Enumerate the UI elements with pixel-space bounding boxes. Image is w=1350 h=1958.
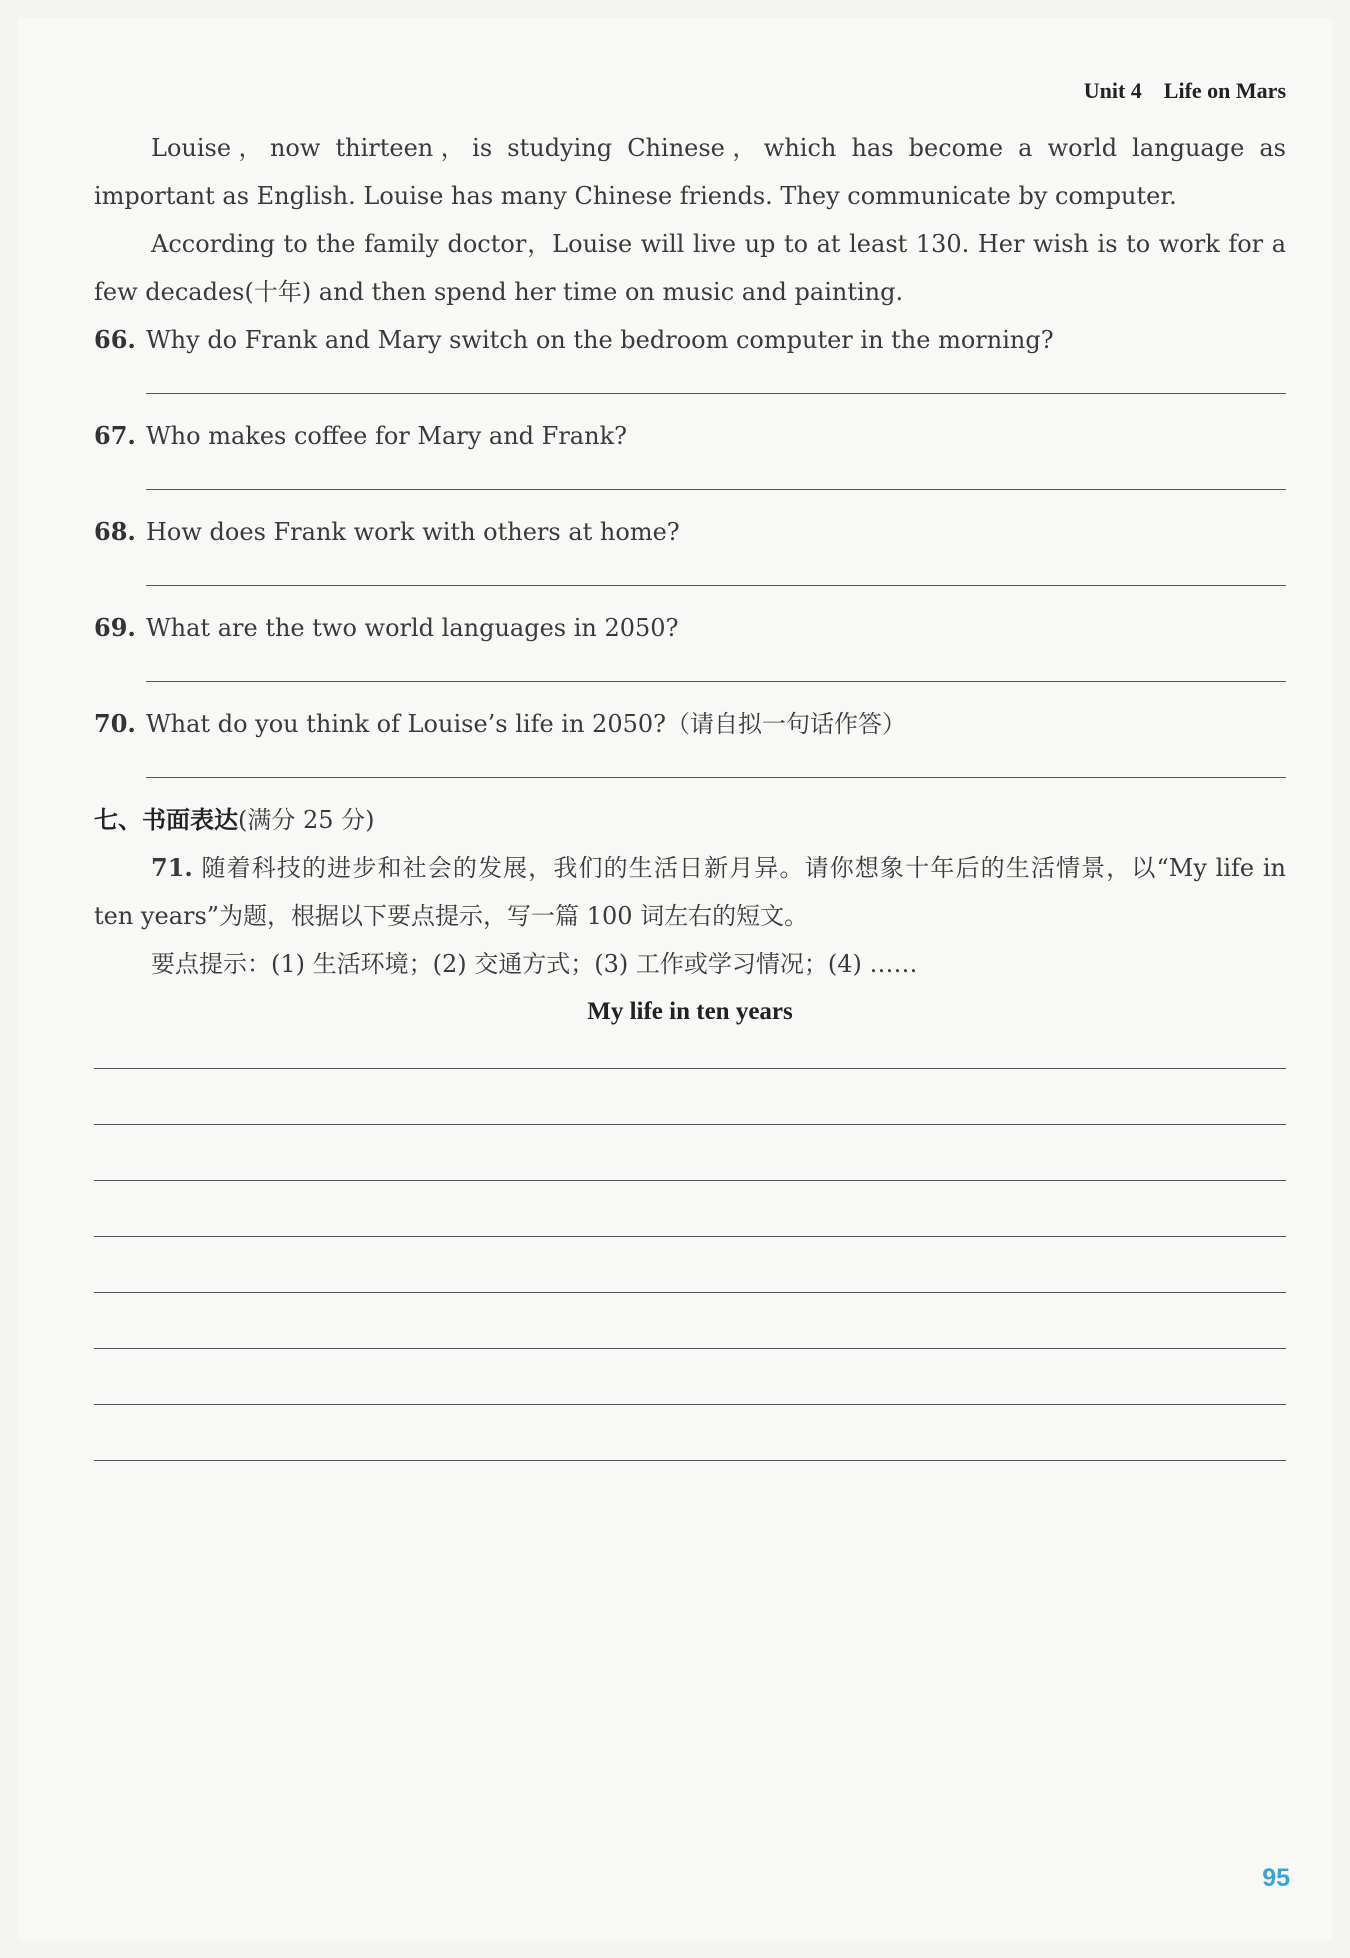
task-number: 71. xyxy=(151,853,193,882)
writing-line[interactable] xyxy=(94,1405,1286,1461)
question-text: Who makes coffee for Mary and Frank? xyxy=(146,422,627,450)
answer-line[interactable] xyxy=(146,393,1286,394)
passage-paragraph: According to the family doctor，Louise will live up to at least 130. Her wish is to work for a few decades(十年) and then spend her time on music and painting. xyxy=(94,230,1286,306)
question-68 xyxy=(94,508,1286,604)
unit-label: Unit 4 xyxy=(1083,78,1142,103)
writing-line[interactable] xyxy=(94,1181,1286,1237)
page-header xyxy=(1084,78,1286,104)
page-number: 95 xyxy=(1262,1864,1290,1892)
question-text: What do you think of Louise’s life in 2050?（请自拟一句话作答） xyxy=(146,710,906,738)
answer-line[interactable] xyxy=(146,585,1286,586)
question-70 xyxy=(94,700,1286,796)
question-number: 67. xyxy=(94,421,136,450)
question-text: What are the two world languages in 2050? xyxy=(146,614,679,642)
answer-line[interactable] xyxy=(146,489,1286,490)
essay-title: My life in ten years xyxy=(587,998,793,1025)
question-67 xyxy=(94,412,1286,508)
section-title: 七、书面表达 xyxy=(94,805,238,834)
question-66 xyxy=(94,316,1286,412)
task-text: 随着科技的进步和社会的发展，我们的生活日新月异。请你想象十年后的生活情景，以“My life in ten years”为题，根据以下要点提示，写一篇 100 词左右的短文。 xyxy=(94,854,1286,930)
writing-line[interactable] xyxy=(94,1237,1286,1293)
writing-line[interactable] xyxy=(94,1349,1286,1405)
answer-line[interactable] xyxy=(146,777,1286,778)
question-number: 68. xyxy=(94,517,136,546)
section-score: (满分 25 分) xyxy=(238,806,375,834)
question-number: 69. xyxy=(94,613,136,642)
writing-area[interactable] xyxy=(94,1068,1286,1461)
passage-paragraph: Louise，now thirteen，is studying Chinese，which has become a world language as important as English. Louise has many Chinese friends. They communicate by computer. xyxy=(94,134,1286,210)
writing-hints: 要点提示：(1) 生活环境；(2) 交通方式；(3) 工作或学习情况；(4) …… xyxy=(151,950,918,978)
writing-line[interactable] xyxy=(94,1125,1286,1181)
answer-line[interactable] xyxy=(146,681,1286,682)
question-text: How does Frank work with others at home? xyxy=(146,518,680,546)
question-text: Why do Frank and Mary switch on the bedroom computer in the morning? xyxy=(146,326,1054,354)
question-number: 70. xyxy=(94,709,136,738)
question-69 xyxy=(94,604,1286,700)
section-heading xyxy=(94,796,1286,844)
unit-title: Life on Mars xyxy=(1163,78,1286,103)
writing-line[interactable] xyxy=(94,1069,1286,1125)
worksheet-content xyxy=(94,124,1286,1036)
writing-task xyxy=(94,844,1286,940)
question-number: 66. xyxy=(94,325,136,354)
writing-line[interactable] xyxy=(94,1293,1286,1349)
